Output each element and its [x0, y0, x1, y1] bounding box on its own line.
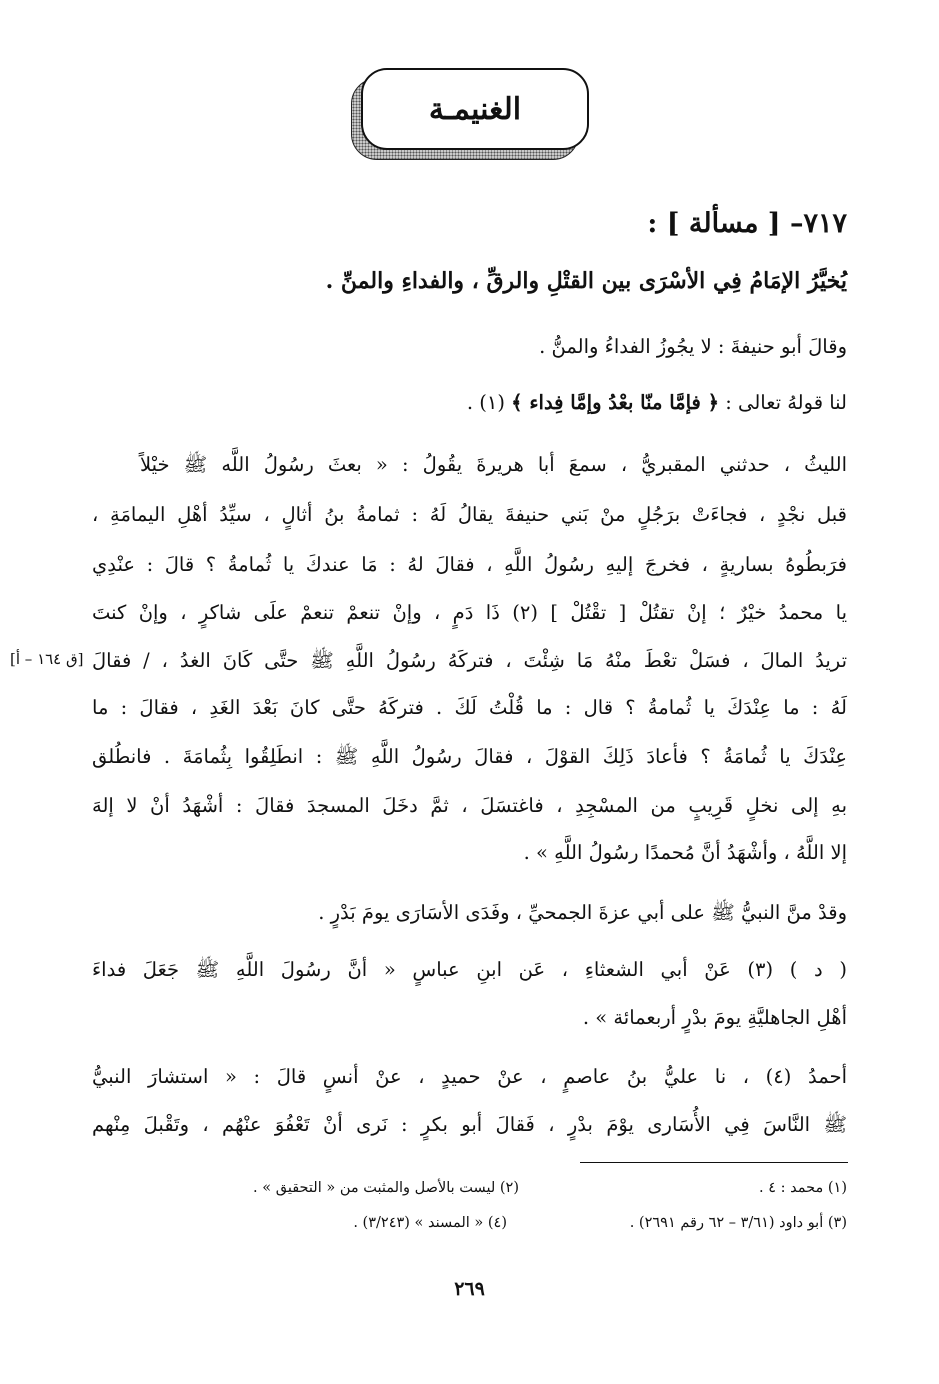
abu-dawud-line: ( د ) (٣) عَنْ أبي الشعثاءِ ، عَن ابنِ عباسٍ « أنَّ رسُولَ اللَّهِ ﷺ جَعَلَ فداءَ: [92, 958, 847, 981]
evidence-intro: لنا قولهُ تعالى :: [719, 391, 847, 414]
ruling-statement: يُخيَّرُ الإمَامُ فِي الأسْرَى بين القتْلِ والرقِّ ، والفداءِ والمنِّ .: [325, 268, 847, 294]
title-frame-box: [361, 68, 589, 150]
footnote-1: (١) محمد : ٤ .: [759, 1180, 847, 1196]
manuscript-folio-ref: [ق ١٦٤ – أ]: [10, 650, 84, 668]
chapter-title: الغنيمـة: [428, 91, 522, 127]
hadith-line: لَهُ : ما عِنْدَكَ يا ثُمامةُ ؟ قال : ما قُلْتُ لَكَ . فتركَهُ حتَّى كانَ بَعْدَ الغَدِ ، فقالَ : ما: [92, 696, 847, 719]
footnote-4: (٤) « المسند » (٣/٢٤٣) .: [353, 1215, 507, 1231]
quran-verse: ﴿ فإمَّا منّا بعْدُ وإمَّا فِداء ﴾: [511, 391, 720, 414]
footnote-2: (٢) ليست بالأصل والمثبت من « التحقيق » .: [253, 1180, 519, 1196]
abu-dawud-line: أهْلِ الجاهليَّةِ يومَ بدْرٍ أربعمائة » .: [582, 1006, 847, 1029]
hadith-line: فرَبطُوهُ بساريةٍ ، فخرجَ إليهِ رسُولُ اللَّهِ ، فقالَ لهُ : مَا عندكَ يا ثُمامةُ ؟ قالَ : عنْدِي: [92, 553, 847, 576]
evidence-line: [467, 393, 847, 413]
hadith-line: عِنْدَكَ يا ثُمامَةُ ؟ فأعادَ ذَلِكَ القوْلَ ، فقالَ رسُولُ اللَّهِ ﷺ : انطَلِقُوا بِثُمامَةَ . فانطُلق: [92, 745, 847, 768]
hadith-line: الليثُ ، حدثني المقبريُّ ، سمعَ أبا هريرةَ يقُولُ : « بعثَ رسُولُ اللَّه ﷺ خيْلاً: [140, 453, 847, 476]
footnote-3: (٣) أبو داود (٣/٦١ – ٦٢ رقم ٢٦٩١) .: [629, 1215, 847, 1231]
page-number: ٢٦٩: [454, 1278, 485, 1300]
badr-note: وقدْ منَّ النبيُّ ﷺ على أبي عزةَ الجمحيِّ ، وفَدَى الأسَارَى يومَ بَدْرٍ .: [318, 901, 847, 924]
hadith-line: يا محمدُ خيْرٌ ؛ إنْ تقتُلْ [ تقْتُلْ ] (٢) ذَا دَمٍ ، وإنْ تنعمْ تنعمْ علَى شاكرٍ ، وإنْ كنتَ: [92, 601, 847, 624]
hadith-line: تريدُ المالَ ، فسَلْ تعْطَ منْهُ مَا شِئْتَ ، فتركَهُ رسُولُ اللَّهِ ﷺ حتَّى كَانَ الغدُ ، / فقالَ: [92, 649, 847, 672]
ahmad-line: ﷺ النَّاسَ فِي الأُسَارى يوْمَ بدْرٍ ، فَقالَ أبو بكرٍ : نَرى أنْ تَعْفُوَ عنْهُم ، وتَقْبلَ مِنْهم: [92, 1113, 847, 1136]
hadith-line: بهِ إلى نخلٍ قَرِيبٍ من المسْجِدِ ، فاغتسَلَ ، ثمَّ دخَلَ المسجدَ فقالَ : أشْهَدُ أنْ لا إلهَ: [92, 794, 847, 817]
ahmad-line: أحمدُ (٤) ، نا عليُّ بنُ عاصمٍ ، عنْ حميدٍ ، عنْ أنسٍ قالَ : « استشارَ النبيُّ: [92, 1065, 847, 1088]
abu-hanifa-view: وقالَ أبو حنيفةَ : لا يجُوزُ الفداءُ والمنُّ .: [539, 335, 847, 358]
hadith-line: قبل نجْدٍ ، فجاءَتْ برَجُلٍ منْ بَني حنيفةَ يقالُ لَهُ : ثمامةُ بنُ أثالٍ ، سيِّدُ أهْلِ اليمامَةِ ،: [92, 503, 847, 526]
footnote-separator: [580, 1162, 848, 1163]
evidence-footnote-ref: (١) .: [466, 391, 512, 414]
issue-heading: ٧١٧– [ مسألة ] :: [647, 208, 847, 239]
chapter-title-frame: [351, 68, 589, 160]
hadith-line: إلا اللَّهُ ، وأشْهَدُ أنَّ مُحمدًا رسُولُ اللَّهِ » .: [523, 841, 847, 864]
